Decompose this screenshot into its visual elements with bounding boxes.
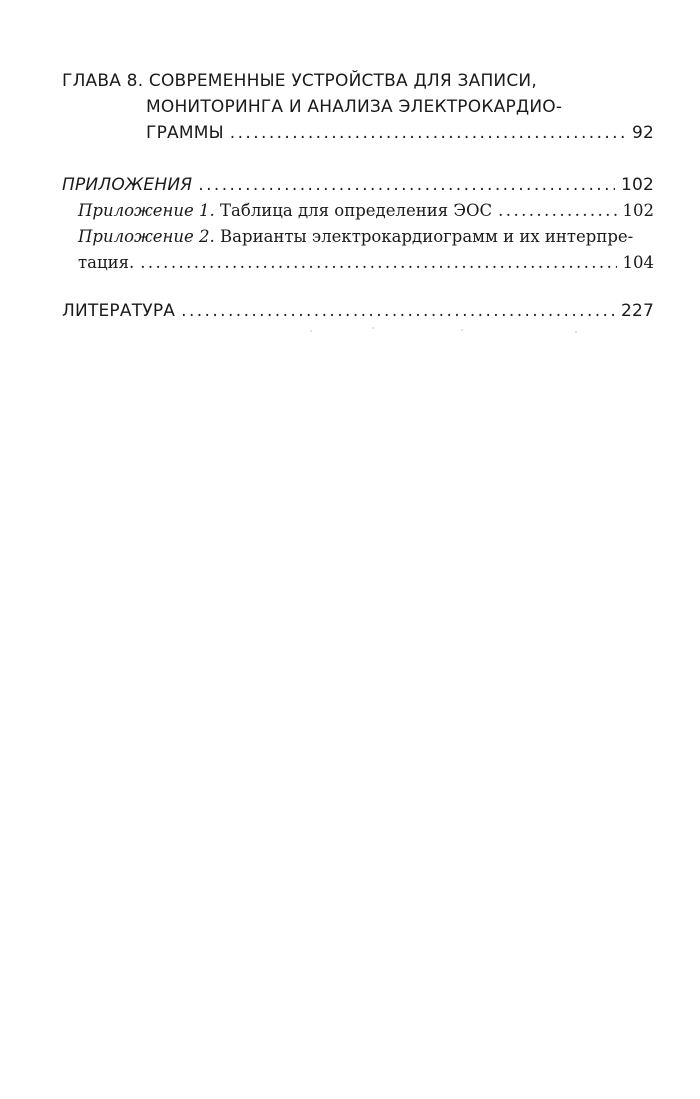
dot-leader	[181, 298, 615, 324]
chapter8-page-number: 92	[631, 123, 654, 143]
scan-speck	[461, 329, 463, 331]
toc-entry-chapter8-line3[interactable]	[62, 120, 654, 146]
literature-page-number: 227	[620, 301, 654, 321]
appendices-title: ПРИЛОЖЕНИЯ	[62, 175, 193, 195]
dot-leader	[198, 172, 615, 198]
toc-entry-literature[interactable]	[62, 298, 654, 324]
table-of-contents	[62, 68, 654, 324]
appendix1-title: Таблица для определения ЭОС	[220, 201, 493, 220]
toc-entry-appendix1[interactable]	[62, 198, 654, 224]
scan-speck	[310, 330, 312, 332]
literature-title: ЛИТЕРАТУРА	[62, 301, 176, 321]
appendix1-label: Приложение 1.	[78, 201, 215, 220]
scan-speck	[372, 327, 374, 329]
appendix2-label: Приложение 2.	[78, 227, 215, 246]
chapter8-title-line3: ГРАММЫ	[146, 123, 224, 143]
toc-entry-appendix2-line1[interactable]	[62, 224, 654, 250]
dot-leader	[230, 120, 626, 146]
toc-entry-chapter8-line2	[62, 94, 654, 120]
dot-leader	[140, 250, 616, 276]
toc-entry-appendix2-line2[interactable]	[62, 250, 654, 276]
dot-leader	[498, 198, 616, 224]
toc-entry-chapter8-line1	[62, 68, 654, 94]
chapter8-title-line2: МОНИТОРИНГА И АНАЛИЗА ЭЛЕКТРОКАРДИО-	[146, 97, 563, 117]
toc-entry-appendices[interactable]	[62, 172, 654, 198]
appendix1-page-number: 102	[622, 201, 654, 220]
appendix2-title-line2: тация.	[78, 253, 135, 272]
appendices-page-number: 102	[620, 175, 654, 195]
appendix2-page-number: 104	[622, 253, 654, 272]
chapter8-title-line1: ГЛАВА 8. СОВРЕМЕННЫЕ УСТРОЙСТВА ДЛЯ ЗАПИСИ,	[62, 71, 537, 91]
scan-speck	[575, 331, 577, 333]
appendix2-title-line1: Варианты электрокардиограмм и их интерпре-	[220, 227, 634, 246]
